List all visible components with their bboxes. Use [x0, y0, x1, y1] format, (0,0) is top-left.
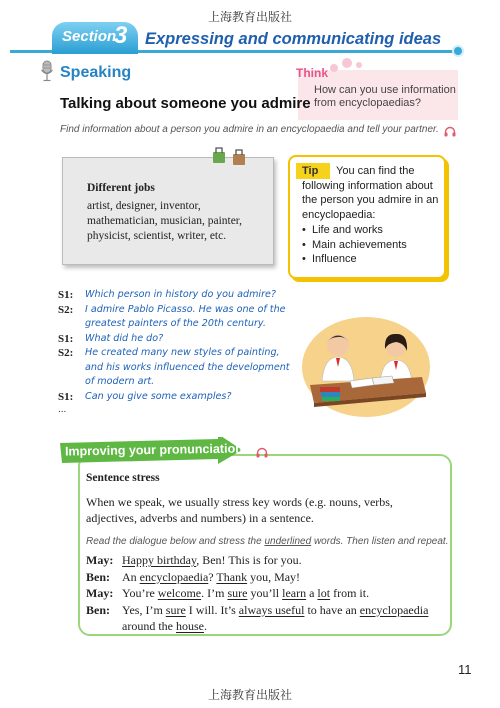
jobs-card [62, 157, 274, 265]
tip-label: Tip [296, 163, 330, 179]
headphones-icon[interactable] [256, 447, 268, 458]
tip-item: • Main achievements [302, 238, 407, 253]
unstressed-text: you’ll [247, 586, 283, 600]
dialogue-line [58, 390, 298, 405]
think-bubble-dots [330, 56, 370, 76]
instruction-part: words. Then listen and repeat. [311, 536, 449, 547]
dialogue-speaker: S1: [58, 390, 74, 403]
dialogue-text: I admire Pablo Picasso. He was one of the greatest painters of the 20th century. [85, 303, 286, 329]
stressed-word: encyclopaedia [139, 569, 209, 584]
dialogue-line [58, 332, 298, 347]
unstressed-text: An [122, 569, 140, 584]
sentence-stress-text: When we speak, we usually stress key words (e.g. nouns, verbs, adjectives, adverbs and numbers) in a sentence. [86, 495, 393, 525]
pronunciation-content [86, 472, 449, 635]
dialogue-text: Can you give some examples? [85, 390, 232, 402]
page-number: 11 [458, 662, 472, 677]
dialogue-speaker: S2: [58, 347, 74, 359]
instruction-underlined-word: underlined [264, 536, 312, 547]
publisher-header: 上海教育出版社 [207, 10, 292, 24]
speaking-title: Talking about someone you admire [60, 95, 311, 112]
dialogue-text: Which person in history do you admire? [85, 289, 277, 300]
instruction-part: Read the dialogue below and stress the [86, 536, 265, 547]
stressed-word: encyclopaedia [359, 602, 429, 617]
speaking-instruction [60, 124, 439, 135]
microphone-icon [40, 60, 54, 82]
stressed-word: sure [165, 602, 186, 617]
tip-item: • Influence [302, 252, 407, 267]
section-rule-dot [452, 45, 464, 57]
pronunciation-speaker: May: [86, 586, 114, 600]
unstressed-text: You’re [122, 586, 158, 600]
pronunciation-dialogue-line [86, 569, 446, 586]
unstressed-text: you, May! [247, 569, 301, 584]
sentence-stress-title: Sentence stress [86, 472, 160, 484]
unstressed-text: around the [122, 619, 176, 633]
unstressed-text: to have an [304, 602, 360, 617]
think-question: How can you use information from encyclopaedias? [314, 84, 456, 109]
stressed-word: sure [227, 586, 248, 600]
stressed-word: Happy birthday [122, 553, 197, 567]
stressed-word: house [175, 619, 204, 633]
pronunciation-dialogue-line [86, 602, 446, 635]
headphones-icon[interactable] [444, 126, 456, 137]
dialogue-line [58, 346, 298, 390]
dialogue-line [58, 288, 298, 303]
unstressed-text: Yes, I’m [122, 602, 166, 617]
students-reading-illustration [300, 315, 432, 419]
unstressed-text: from it. [330, 586, 370, 600]
pronunciation-line-text [122, 569, 300, 586]
pronunciation-speaker: Ben: [86, 569, 110, 584]
dialogue-speaker: S1: [58, 289, 74, 301]
unstressed-text: . I’m [201, 586, 228, 600]
dialogue-ellipsis: ... [58, 404, 67, 415]
pronunciation-speaker: Ben: [86, 602, 110, 617]
unstressed-text: . [203, 619, 207, 633]
pronunciation-line-text [122, 552, 302, 569]
speaking-instruction-text: Find information about a person you admire in an encyclopaedia and tell your partner. [60, 124, 439, 135]
pronunciation-banner: Improving your pronunciation [64, 441, 243, 459]
section-number: 3 [114, 22, 128, 49]
pronunciation-dialogue-line [86, 552, 446, 569]
stressed-word: welcome [157, 586, 202, 600]
pronunciation-dialogue [86, 552, 446, 635]
tip-item: • Life and works [302, 223, 407, 238]
unstressed-text: ? [208, 569, 217, 584]
stressed-word: lot [317, 586, 331, 600]
section-title: Expressing and communicating ideas [145, 30, 442, 48]
tip-list [302, 223, 407, 267]
jobs-list: artist, designer, inventor, mathematician, musician, painter, physicist, scientist, writer, etc. [87, 200, 243, 242]
tip-text: You can find the following information about the person you admire in an encyclopaedia: [302, 165, 439, 221]
pronunciation-line-text [122, 602, 446, 635]
pronunciation-instruction [86, 536, 449, 547]
unstressed-text: , Ben! This is for you. [196, 553, 302, 567]
speaking-dialogue [58, 288, 298, 404]
publisher-footer: 上海教育出版社 [207, 688, 292, 702]
dialogue-speaker: S1: [58, 332, 74, 345]
pronunciation-line-text [122, 585, 369, 602]
stressed-word: learn [282, 586, 307, 600]
dialogue-text: What did he do? [85, 332, 164, 344]
dialogue-text: He created many new styles of painting, and his works influenced the development of modern art. [85, 347, 290, 387]
section-label: Section [62, 28, 117, 45]
think-label: Think [296, 66, 328, 80]
speaking-heading: Speaking [60, 64, 132, 81]
unstressed-text: I will. It’s [185, 602, 239, 617]
jobs-title: Different jobs [87, 182, 155, 194]
paper-clip-icon [212, 146, 226, 164]
dialogue-speaker: S2: [58, 303, 74, 316]
section-tab [52, 22, 138, 54]
stressed-word: Thank [216, 569, 248, 584]
dialogue-line [58, 303, 298, 332]
unstressed-text: a [306, 586, 318, 600]
pronunciation-speaker: May: [86, 553, 114, 567]
pronunciation-dialogue-line [86, 585, 446, 602]
stressed-word: always useful [238, 602, 305, 617]
paper-clip-icon [232, 148, 246, 166]
